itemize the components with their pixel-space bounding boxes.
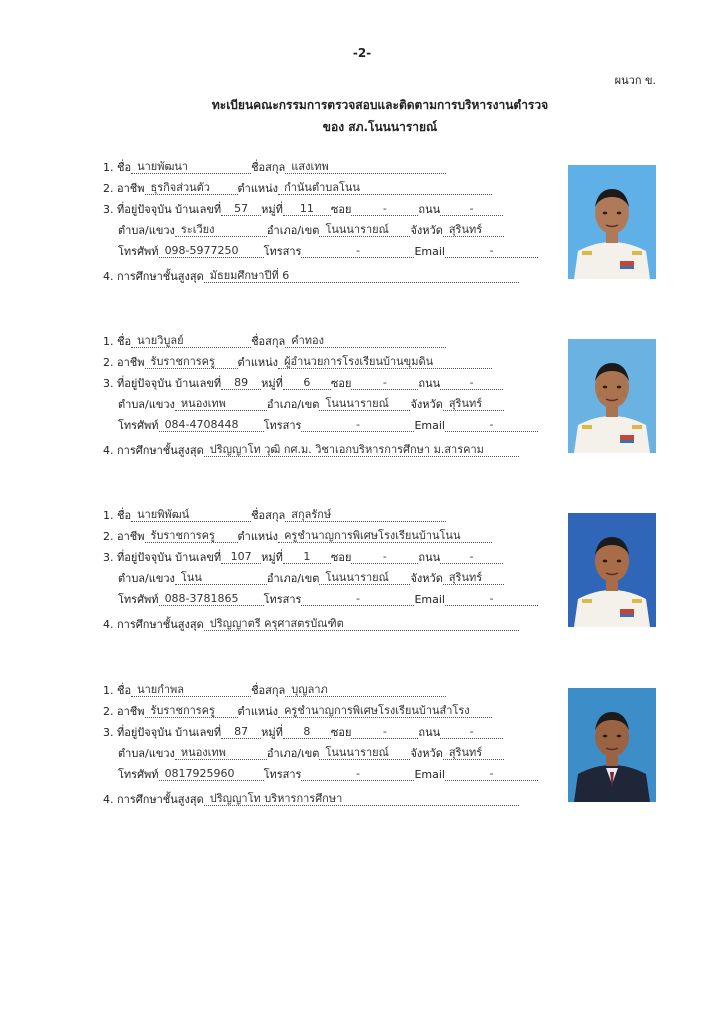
occupation-value: รับราชการครู <box>145 528 238 543</box>
field-label: Email <box>414 768 445 781</box>
subdistrict-value: หนองเทพ <box>175 396 267 411</box>
province-value: สุรินทร์ <box>443 396 504 411</box>
field-label: 2. อาชีพ <box>103 705 145 718</box>
committee-member-entry <box>103 333 663 473</box>
email-value: - <box>445 591 538 606</box>
field-label: โทรสาร <box>263 245 302 258</box>
house-number-value: 107 <box>221 549 261 564</box>
soi-value: - <box>351 375 418 390</box>
field-label: โทรสาร <box>263 593 302 606</box>
field-label: ซอย <box>330 551 352 564</box>
field-label: โทรสาร <box>263 419 302 432</box>
phone-value: 088-3781865 <box>159 591 264 606</box>
field-label: 1. ชื่อ <box>103 509 132 522</box>
field-label: Email <box>414 593 445 606</box>
member-photo <box>568 339 656 453</box>
surname-value: คำทอง <box>285 333 446 348</box>
fax-value: - <box>301 243 414 258</box>
field-label: ตำบล/แขวง <box>118 572 175 585</box>
field-label: ตำแหน่ง <box>237 356 279 369</box>
subdistrict-value: หนองเทพ <box>175 745 267 760</box>
person-photo-icon <box>568 688 656 802</box>
occupation-value: รับราชการครู <box>145 703 238 718</box>
field-label: 4. การศึกษาชั้นสูงสุด <box>103 444 204 457</box>
document-title: ทะเบียนคณะกรรมการตรวจสอบและติดตามการบริหารงานตำรวจ <box>211 98 549 112</box>
subdistrict-value: โนน <box>175 570 267 585</box>
field-label: หมู่ที่ <box>261 377 283 390</box>
email-value: - <box>445 243 538 258</box>
member-photo <box>568 513 656 627</box>
field-label: หมู่ที่ <box>261 726 283 739</box>
member-photo <box>568 688 656 802</box>
surname-value: บุญลาภ <box>285 682 446 697</box>
field-label: 1. ชื่อ <box>103 684 132 697</box>
position-value: กำนันตำบลโนน <box>278 180 492 195</box>
member-photo <box>568 165 656 279</box>
field-label: โทรศัพท์ <box>118 593 159 606</box>
field-label: ถนน <box>418 551 441 564</box>
surname-value: แสงเทพ <box>285 159 446 174</box>
field-label: 3. ที่อยู่ปัจจุบัน บ้านเลขที่ <box>103 203 222 216</box>
field-label: 4. การศึกษาชั้นสูงสุด <box>103 270 204 283</box>
field-label: 1. ชื่อ <box>103 335 132 348</box>
fax-value: - <box>301 591 414 606</box>
moo-value: 8 <box>283 724 331 739</box>
road-value: - <box>440 549 503 564</box>
page-number: -2- <box>352 46 372 60</box>
field-label: อำเภอ/เขต <box>266 572 320 585</box>
field-label: 4. การศึกษาชั้นสูงสุด <box>103 793 204 806</box>
district-value: โนนนารายณ์ <box>319 570 410 585</box>
email-value: - <box>445 417 538 432</box>
position-value: ครูชำนาญการพิเศษโรงเรียนบ้านสำโรง <box>278 703 492 718</box>
district-value: โนนนารายณ์ <box>319 745 410 760</box>
field-label: ตำบล/แขวง <box>118 747 175 760</box>
field-label: หมู่ที่ <box>261 203 283 216</box>
field-label: อำเภอ/เขต <box>266 747 320 760</box>
field-label: ถนน <box>418 726 441 739</box>
field-label: จังหวัด <box>410 398 443 411</box>
field-label: ชื่อสกุล <box>251 509 286 522</box>
field-label: 3. ที่อยู่ปัจจุบัน บ้านเลขที่ <box>103 377 222 390</box>
field-label: Email <box>414 419 445 432</box>
province-value: สุรินทร์ <box>443 222 504 237</box>
district-value: โนนนารายณ์ <box>319 396 410 411</box>
field-label: ตำแหน่ง <box>237 182 279 195</box>
document-subtitle: ของ สภ.โนนนารายณ์ <box>322 120 438 134</box>
field-label: ซอย <box>330 726 352 739</box>
house-number-value: 89 <box>221 375 261 390</box>
committee-member-entry <box>103 682 663 822</box>
surname-value: สกุลรักษ์ <box>285 507 446 522</box>
soi-value: - <box>351 724 418 739</box>
name-value: นายกำพล <box>131 682 251 697</box>
field-label: โทรศัพท์ <box>118 419 159 432</box>
district-value: โนนนารายณ์ <box>319 222 410 237</box>
field-label: 1. ชื่อ <box>103 161 132 174</box>
field-label: ตำบล/แขวง <box>118 398 175 411</box>
field-label: ตำแหน่ง <box>237 705 279 718</box>
name-value: นายพิพัฒน์ <box>131 507 251 522</box>
field-label: ซอย <box>330 203 352 216</box>
province-value: สุรินทร์ <box>443 745 504 760</box>
position-value: ผู้อำนวยการโรงเรียนบ้านขุมดิน <box>278 354 492 369</box>
field-label: 3. ที่อยู่ปัจจุบัน บ้านเลขที่ <box>103 551 222 564</box>
field-label: ซอย <box>330 377 352 390</box>
soi-value: - <box>351 201 418 216</box>
field-label: 2. อาชีพ <box>103 182 145 195</box>
house-number-value: 57 <box>221 201 261 216</box>
field-label: 4. การศึกษาชั้นสูงสุด <box>103 618 204 631</box>
education-value: มัธยมศึกษาปีที่ 6 <box>204 268 519 283</box>
phone-value: 084-4708448 <box>159 417 264 432</box>
education-value: ปริญญาโท วุฒิ กศ.ม. วิชาเอกบริหารการศึกษา ม.สารคาม <box>204 442 519 457</box>
education-value: ปริญญาตรี ครุศาสตรบัณฑิต <box>204 616 519 631</box>
moo-value: 1 <box>283 549 331 564</box>
name-value: นายวิบูลย์ <box>131 333 251 348</box>
field-label: 2. อาชีพ <box>103 530 145 543</box>
field-label: ชื่อสกุล <box>251 335 286 348</box>
phone-value: 098-5977250 <box>159 243 264 258</box>
field-label: ชื่อสกุล <box>251 684 286 697</box>
subdistrict-value: ระเวียง <box>175 222 267 237</box>
phone-value: 0817925960 <box>159 766 264 781</box>
name-value: นายพัฒนา <box>131 159 251 174</box>
field-label: ตำแหน่ง <box>237 530 279 543</box>
field-label: ถนน <box>418 203 441 216</box>
field-label: โทรศัพท์ <box>118 768 159 781</box>
field-label: หมู่ที่ <box>261 551 283 564</box>
fax-value: - <box>301 417 414 432</box>
road-value: - <box>440 201 503 216</box>
committee-member-entry <box>103 507 663 647</box>
field-label: ชื่อสกุล <box>251 161 286 174</box>
field-label: จังหวัด <box>410 224 443 237</box>
annex-label: ผนวก ข. <box>614 74 656 87</box>
field-label: 2. อาชีพ <box>103 356 145 369</box>
education-value: ปริญญาโท บริหารการศึกษา <box>204 791 519 806</box>
committee-member-entry <box>103 159 663 299</box>
field-label: Email <box>414 245 445 258</box>
moo-value: 6 <box>283 375 331 390</box>
field-label: จังหวัด <box>410 572 443 585</box>
house-number-value: 87 <box>221 724 261 739</box>
field-label: จังหวัด <box>410 747 443 760</box>
field-label: 3. ที่อยู่ปัจจุบัน บ้านเลขที่ <box>103 726 222 739</box>
field-label: อำเภอ/เขต <box>266 398 320 411</box>
person-photo-icon <box>568 165 656 279</box>
occupation-value: รับราชการครู <box>145 354 238 369</box>
road-value: - <box>440 375 503 390</box>
soi-value: - <box>351 549 418 564</box>
road-value: - <box>440 724 503 739</box>
field-label: ตำบล/แขวง <box>118 224 175 237</box>
person-photo-icon <box>568 339 656 453</box>
field-label: โทรศัพท์ <box>118 245 159 258</box>
person-photo-icon <box>568 513 656 627</box>
field-label: ถนน <box>418 377 441 390</box>
field-label: โทรสาร <box>263 768 302 781</box>
field-label: อำเภอ/เขต <box>266 224 320 237</box>
moo-value: 11 <box>283 201 331 216</box>
province-value: สุรินทร์ <box>443 570 504 585</box>
position-value: ครูชำนาญการพิเศษโรงเรียนบ้านโนน <box>278 528 492 543</box>
occupation-value: ธุรกิจส่วนตัว <box>145 180 238 195</box>
email-value: - <box>445 766 538 781</box>
fax-value: - <box>301 766 414 781</box>
